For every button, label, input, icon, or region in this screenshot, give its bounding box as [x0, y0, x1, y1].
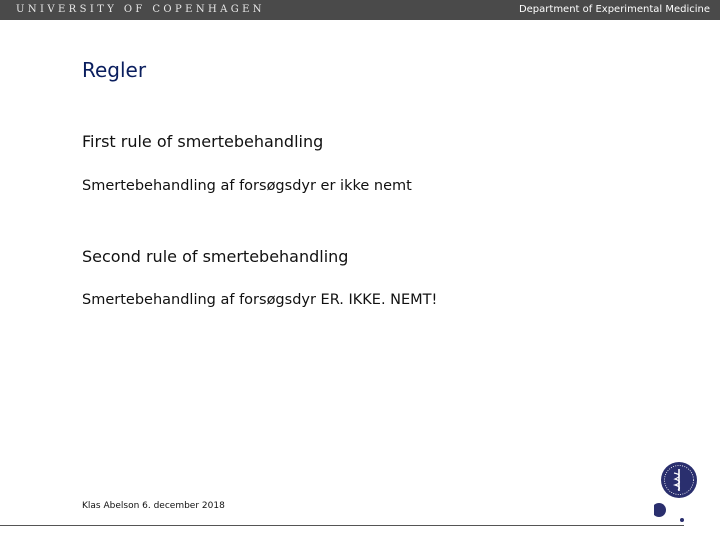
seal-dot-large — [654, 503, 666, 517]
footer-divider — [0, 525, 684, 526]
rule-text-1: Smertebehandling af forsøgsdyr er ikke nemt — [82, 178, 412, 194]
seal-dot-small — [680, 518, 684, 522]
department-name: Department of Experimental Medicine — [518, 4, 710, 15]
university-seal-icon — [654, 460, 704, 522]
slide-title: Regler — [82, 58, 147, 82]
rule-text-2: Smertebehandling af forsøgsdyr ER. IKKE. NEMT! — [82, 292, 438, 308]
header-bar — [0, 0, 720, 20]
rule-heading-2: Second rule of smertebehandling — [82, 247, 349, 266]
rule-heading-1: First rule of smertebehandling — [82, 132, 324, 151]
footer-author-date: Klas Abelson 6. december 2018 — [82, 501, 225, 511]
university-name: UNIVERSITY OF COPENHAGEN — [16, 4, 265, 15]
